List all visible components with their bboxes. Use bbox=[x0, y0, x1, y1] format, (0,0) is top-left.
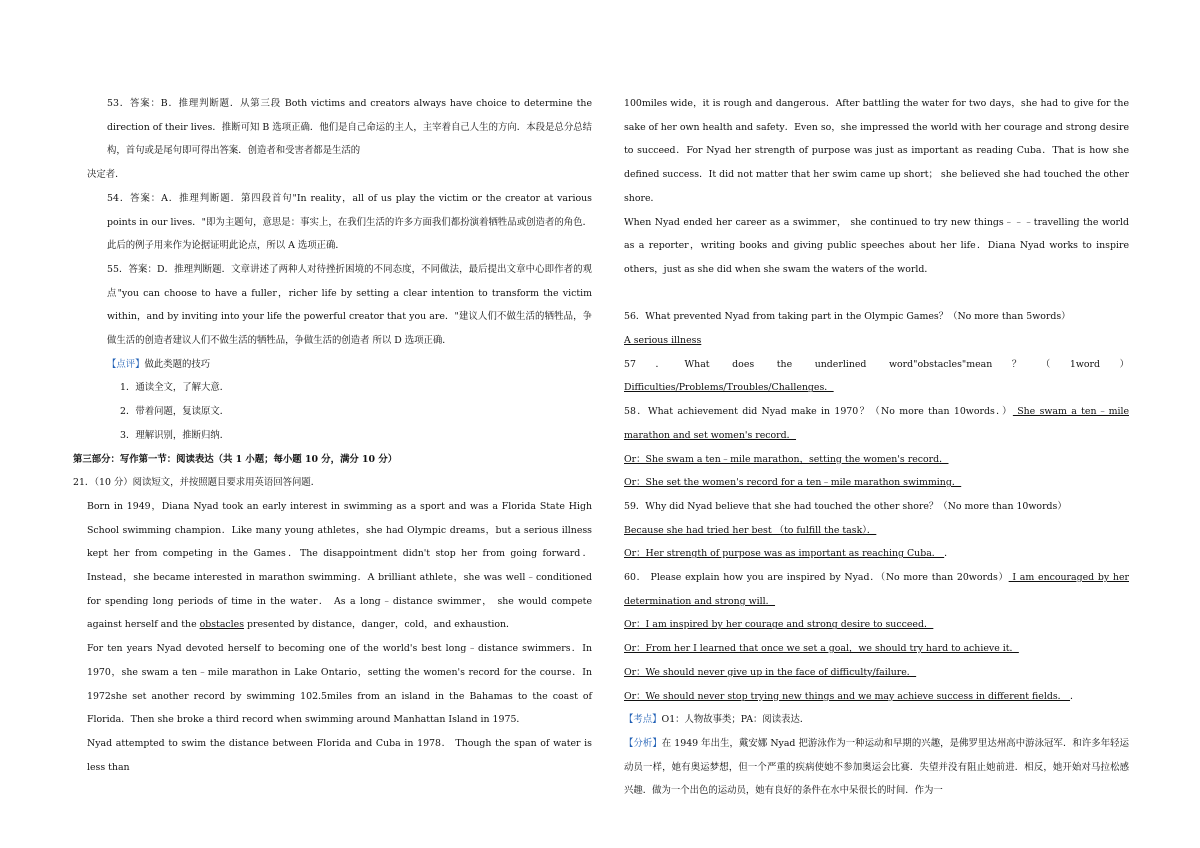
topic-line bbox=[624, 708, 1129, 732]
answer-text: Or：She swam a ten﹣mile marathon，setting the women's record． bbox=[624, 453, 949, 465]
tip-item-1: 1．通读全文，了解大意． bbox=[120, 382, 230, 394]
question-60 bbox=[624, 566, 1129, 613]
review-text: 做此类题的技巧 bbox=[144, 358, 211, 370]
answer-54: 54．答案：A．推理判断题．第四段首句"In reality，all of us play the victim or the creator at various points in our lives．"即为主题句，意思是：事实上，在我们生活的许多方面我们都扮演着牺牲品或创造者的角色．此后的例子用来作为论据证明此论点，所以 A 选项正确． bbox=[107, 192, 592, 252]
question-57 bbox=[624, 353, 1129, 400]
answer-53-cont: 决定者． bbox=[87, 169, 125, 181]
answer-56 bbox=[624, 329, 1129, 353]
review-heading bbox=[87, 353, 592, 377]
analysis-text: 在 1949 年出生，戴安娜 Nyad 把游泳作为一种运动和早期的兴趣，是佛罗里达州高中游泳冠军．和许多年轻运动员一样，她有奥运梦想，但一个严重的疾病使她不参加奥运会比赛．失望并没有阻止她前进．相反，她开始对马拉松感兴趣．做为一个出色的运动员，她有良好的条件在水中呆很长的时间．作为一 bbox=[624, 737, 1129, 797]
passage-paragraph-1 bbox=[87, 495, 592, 637]
topic-text: O1：人物故事类；PA：阅读表达． bbox=[661, 714, 810, 726]
answer-text: A serious illness bbox=[624, 335, 702, 347]
answer-text: Or：I am inspired by her courage and strong desire to succeed． bbox=[624, 619, 934, 631]
answer-53: 53．答案：B．推理判断题．从第三段 Both victims and creators always have choice to determine the direction of their lives．推断可知 B 选项正确．他们是自己命运的主人，主宰着自己人生的方向．本段是总分总结构，首句或是尾句即可得出答案．创造者和受害者都是生活的 bbox=[107, 98, 592, 157]
question-56: 56．What prevented Nyad from taking part in the Olympic Games？（No more than 5words） bbox=[624, 311, 1071, 323]
answer-60-or-2 bbox=[624, 637, 1129, 661]
question-59: 59．Why did Nyad believe that she had touched the other shore？（No more than 10words） bbox=[624, 500, 1067, 512]
review-tag: 【点评】 bbox=[107, 358, 145, 370]
answer-text: Or：Her strength of purpose was as important as reaching Cuba． bbox=[624, 548, 945, 560]
right-column bbox=[624, 92, 1129, 803]
analysis-paragraph bbox=[624, 732, 1129, 803]
answer-55: 55．答案：D．推理判断题．文章讲述了两种人对待挫折困境的不同态度，不同做法，最后提出文章中心即作者的观点"you can choose to have a fuller，richer life by setting a clear intention to transform the victim within，and by inviting into your life the powerful creator that you are．"建议人们不做生活的牺牲品，争做生活的创造者建议人们不做生活的牺牲品，争做生活的创造者 所以 D 选项正确． bbox=[107, 263, 592, 347]
section-heading: 第三部分：写作第一节：阅读表达（共 1 小题；每小题 10 分，满分 10 分） bbox=[73, 453, 398, 465]
answer-text: Because she had tried her best （to fulfill the task）． bbox=[624, 524, 877, 536]
answer-58-or-1 bbox=[624, 448, 1129, 472]
answer-60-or-4: Or：We should never stop trying new things and we may achieve success in different fields． ． bbox=[624, 690, 1080, 702]
answer-text: Difficulties/Problems/Troubles/Challenges． bbox=[624, 382, 834, 394]
tip-item-2: 2．带着问题，复读原文． bbox=[120, 406, 230, 418]
answer-text: Or：From her I learned that once we set a goal，we should try hard to achieve it． bbox=[624, 643, 1019, 655]
answer-text: Or：We should never give up in the face of difficulty/failure． bbox=[624, 666, 917, 678]
question-text: 57．What does the underlined word"obstacles"mean？（1word） bbox=[624, 358, 1129, 370]
left-column bbox=[73, 92, 592, 779]
answer-60-or-3 bbox=[624, 661, 1129, 685]
passage-paragraph-4: When Nyad ended her career as a swimmer， she continued to try new things﹣﹣﹣travelling the world as a reporter，writing books and giving public speeches about her life．Diana Nyad works to inspire others，just as she did when she swam the waters of the world． bbox=[624, 216, 1129, 275]
tip-item-3: 3．理解识别，推断归纳． bbox=[120, 429, 230, 441]
underlined-word: obstacles bbox=[199, 619, 245, 631]
answer-text: Or：She set the women's record for a ten﹣mile marathon swimming． bbox=[624, 477, 962, 489]
answer-60-or-1 bbox=[624, 613, 1129, 637]
answer-58-or-2 bbox=[624, 471, 1129, 495]
spacer bbox=[624, 282, 1129, 306]
answer-text: She swam a ten﹣mile marathon and set women's record． bbox=[624, 406, 1129, 441]
passage-paragraph-2: For ten years Nyad devoted herself to becoming one of the world's best long﹣distance swimmers．In 1970，she swam a ten﹣mile marathon in Lake Ontario，setting the women's record for the course．In 1972she set another record by swimming 102.5miles from an island in the Bahamas to the coast of Florida．Then she broke a third record when swimming around Manhattan Island in 1975． bbox=[87, 643, 592, 726]
passage-paragraph-3: Nyad attempted to swim the distance between Florida and Cuba in 1978． Though the span of water is less than bbox=[87, 737, 592, 773]
question-text: 60． Please explain how you are inspired by Nyad．（No more than 20words） bbox=[624, 572, 1009, 584]
analysis-tag: 【分析】 bbox=[624, 737, 662, 749]
question-58 bbox=[624, 400, 1129, 447]
answer-59-or: Or：Her strength of purpose was as important as reaching Cuba． ． bbox=[624, 548, 954, 560]
answer-text: Or：We should never stop trying new things and we may achieve success in different fields． bbox=[624, 690, 1071, 702]
answer-text: I am encouraged by her determination and strong will． bbox=[624, 572, 1129, 607]
question-text: 58．What achievement did Nyad make in 1970？（No more than 10words．） bbox=[624, 406, 1013, 418]
passage-text: Born in 1949，Diana Nyad took an early interest in swimming as a sport and was a Florida State High School swimming champion．Like many young athletes，she had Olympic dreams，but a serious illness kept her from competing in the Games．The disappointment didn't stop her from going forward．Instead，she became interested in marathon swimming．A brilliant athlete，she was well﹣conditioned for spending long periods of time in the water． As a long﹣distance swimmer， she would compete against herself and the bbox=[87, 500, 592, 631]
topic-tag: 【考点】 bbox=[624, 714, 662, 726]
answer-59 bbox=[624, 519, 1129, 543]
passage-paragraph-3-cont: 100miles wide，it is rough and dangerous．After battling the water for two days，she had to give for the sake of her own health and safety．Even so，she impressed the world with her courage and strong desire to succeed．For Nyad her strength of purpose was just as important as reading Cuba．That is how she defined success．It did not matter that her swim came up short； she believed she had touched the other shore． bbox=[624, 98, 1129, 204]
question-21: 21．（10 分）阅读短文，并按照题目要求用英语回答问题． bbox=[73, 477, 321, 489]
passage-text: presented by distance，danger，cold，and exhaustion． bbox=[244, 619, 516, 631]
